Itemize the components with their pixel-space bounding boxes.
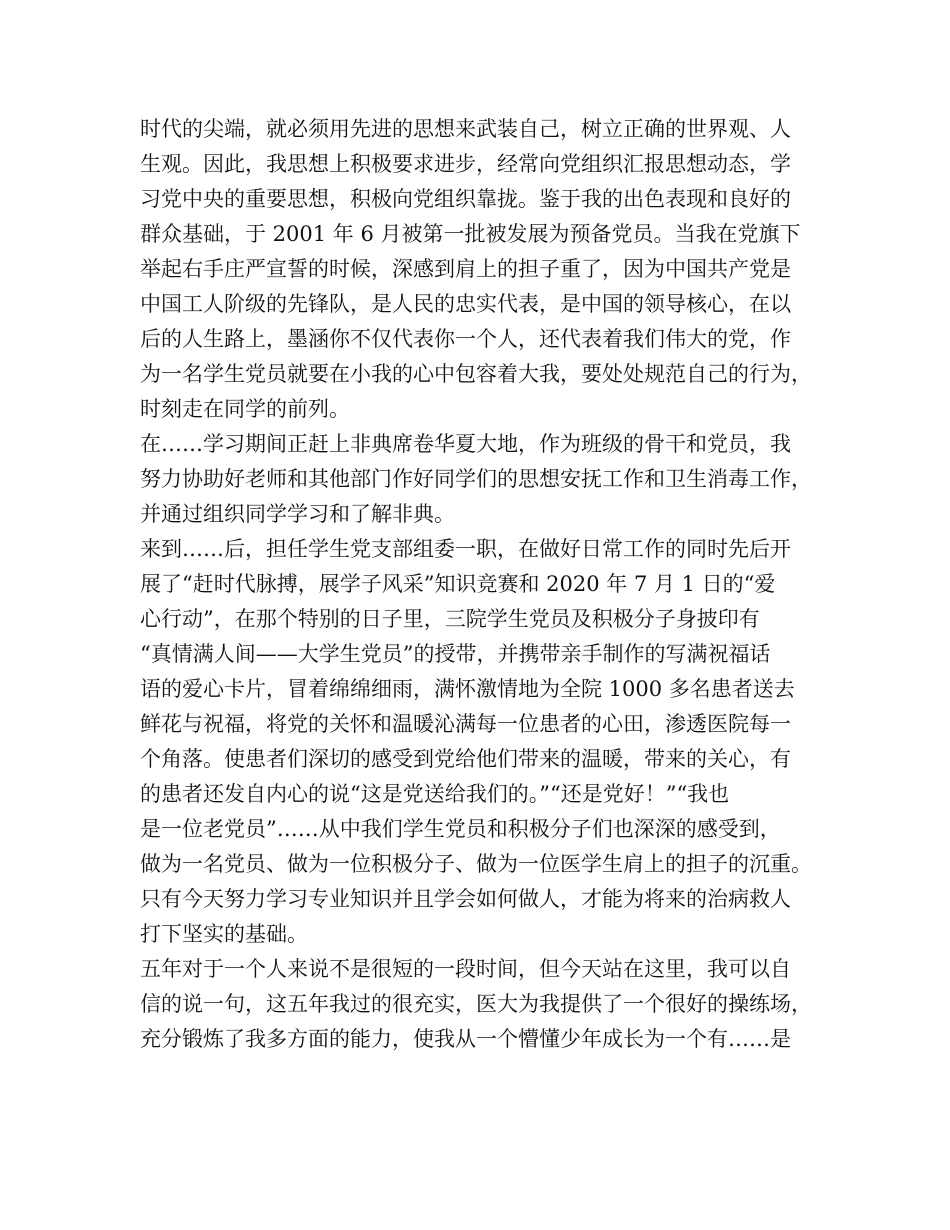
text-line: 的患者还发自内心的说“这是党送给我们的。”“还是党好！”“我也 bbox=[140, 782, 730, 806]
text-line: 充分锻炼了我多方面的能力，使我从一个懵懂少年成长为一个有……是 bbox=[140, 1027, 791, 1051]
text-line: 为一名学生党员就要在小我的心中包容着大我，要处处规范自己的行为， bbox=[140, 362, 812, 386]
text-line: 后的人生路上，墨涵你不仅代表你一个人，还代表着我们伟大的党，作 bbox=[140, 327, 791, 351]
text-line: 打下坚实的基础。 bbox=[140, 922, 308, 946]
text-line: 努力协助好老师和其他部门作好同学们的思想安抚工作和卫生消毒工作， bbox=[140, 467, 812, 491]
text-line: 展了“赶时代脉搏，展学子风采”知识竞赛和 2020 年 7 月 1 日的“爱 bbox=[140, 572, 776, 596]
text-line: 信的说一句，这五年我过的很充实，医大为我提供了一个很好的操练场， bbox=[140, 992, 812, 1016]
text-line: 群众基础，于 2001 年 6 月被第一批被发展为预备党员。当我在党旗下 bbox=[140, 222, 801, 246]
text-line: 在……学习期间正赶上非典席卷华夏大地，作为班级的骨干和党员，我 bbox=[140, 432, 791, 456]
body-text bbox=[140, 112, 820, 1057]
text-line: 只有今天努力学习专业知识并且学会如何做人，才能为将来的治病救人 bbox=[140, 887, 791, 911]
text-line: “真情满人间——大学生党员”的授带，并携带亲手制作的写满祝福话 bbox=[140, 642, 771, 666]
text-line: 鲜花与祝福，将党的关怀和温暖沁满每一位患者的心田，渗透医院每一 bbox=[140, 712, 791, 736]
text-line: 时代的尖端，就必须用先进的思想来武装自己，树立正确的世界观、人 bbox=[140, 117, 791, 141]
text-line: 来到……后，担任学生党支部组委一职，在做好日常工作的同时先后开 bbox=[140, 537, 791, 561]
text-line: 时刻走在同学的前列。 bbox=[140, 397, 350, 421]
text-line: 心行动”，在那个特别的日子里，三院学生党员及积极分子身披印有 bbox=[140, 607, 760, 631]
text-line: 个角落。使患者们深切的感受到党给他们带来的温暖，带来的关心，有 bbox=[140, 747, 791, 771]
text-line: 举起右手庄严宣誓的时候，深感到肩上的担子重了，因为中国共产党是 bbox=[140, 257, 791, 281]
text-line: 五年对于一个人来说不是很短的一段时间，但今天站在这里，我可以自 bbox=[140, 957, 791, 981]
text-line: 生观。因此，我思想上积极要求进步，经常向党组织汇报思想动态，学 bbox=[140, 152, 791, 176]
text-line: 是一位老党员”……从中我们学生党员和积极分子们也深深的感受到， bbox=[140, 817, 781, 841]
text-line: 语的爱心卡片，冒着绵绵细雨，满怀激情地为全院 1000 多名患者送去 bbox=[140, 677, 795, 701]
text-line: 中国工人阶级的先锋队，是人民的忠实代表，是中国的领导核心，在以 bbox=[140, 292, 791, 316]
text-line: 并通过组织同学学习和了解非典。 bbox=[140, 502, 455, 526]
text-line: 习党中央的重要思想，积极向党组织靠拢。鉴于我的出色表现和良好的 bbox=[140, 187, 791, 211]
text-line: 做为一名党员、做为一位积极分子、做为一位医学生肩上的担子的沉重。 bbox=[140, 852, 812, 876]
